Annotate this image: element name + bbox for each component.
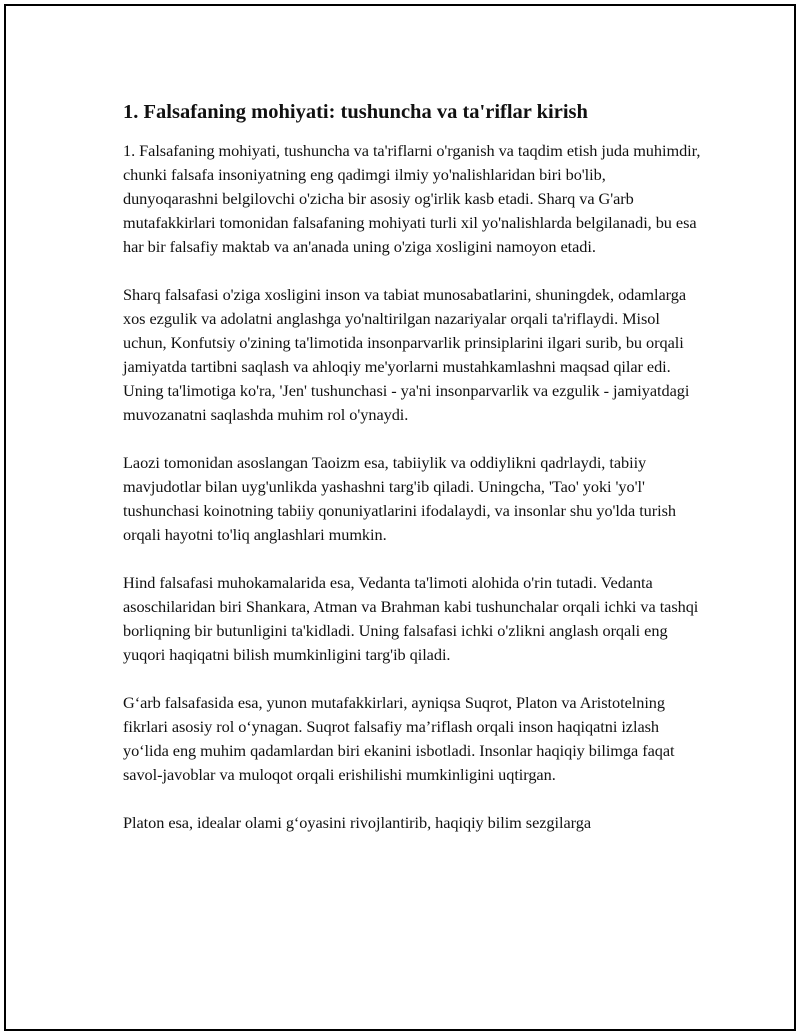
- paragraph-western-philosophy: G‘arb falsafasida esa, yunon mutafakkirlari, ayniqsa Suqrot, Platon va Aristotelning fikrlari asosiy rol o‘ynagan. Suqrot falsafiy ma’riflash orqali inson haqiqatni izlash yo‘lida eng muhim qadamlardan biri ekanini isbotladi. Insonlar haqiqiy bilimga faqat savol-javoblar va muloqot orqali erishilishi mumkinligini uqtirgan.: [123, 693, 675, 784]
- document-body: [123, 98, 703, 859]
- paragraph-eastern-philosophy: Sharq falsafasi o'ziga xosligini inson va tabiat munosabatlarini, shuningdek, odamlarga xos ezgulik va adolatni anglashga yo'naltirilgan nazariyalar orqali ta'riflaydi. Misol uchun, Konfutsiy o'zining ta'limotida insonparvarlik prinsiplarini ilgari surib, bu orqali jamiyatda tartibni saqlash va ahloqiy me'yorlarni mustahkamlashni maqsad qilar edi. Uning ta'limotiga ko'ra, 'Jen' tushunchasi - ya'ni insonparvarlik va ezgulik - jamiyatdagi muvozanatni saqlashda muhim rol o'ynaydi.: [123, 285, 690, 424]
- paragraph-taoism: Laozi tomonidan asoslangan Taoizm esa, tabiiylik va oddiylikni qadrlaydi, tabiiy mavjudotlar bilan uyg'unlikda yashashni targ'ib qiladi. Uningcha, 'Tao' yoki 'yo'l' tushunchasi koinotning tabiiy qonuniyatlarini ifodalaydi, va insonlar shu yo'lda turish orqali hayotni to'liq anglashlari mumkin.: [123, 453, 676, 544]
- paragraph-platon: Platon esa, idealar olami g‘oyasini rivojlantirib, haqiqiy bilim sezgilarga: [123, 813, 591, 832]
- paragraph-indian-philosophy: Hind falsafasi muhokamalarida esa, Vedanta ta'limoti alohida o'rin tutadi. Vedanta asoschilaridan biri Shankara, Atman va Brahman kabi tushunchalar orqali ichki va tashqi borliqning bir butunligini ta'kidladi. Uning falsafasi ichki o'zlikni anglash orqali eng yuqori haqiqatni bilish mumkinligini targ'ib qiladi.: [123, 573, 699, 664]
- document-title: 1. Falsafaning mohiyati: tushuncha va ta'riflar kirish: [123, 101, 588, 123]
- page-frame: [4, 4, 796, 1031]
- paragraph-intro: 1. Falsafaning mohiyati, tushuncha va ta'riflarni o'rganish va taqdim etish juda muhimdir, chunki falsafa insoniyatning eng qadimgi ilmiy yo'nalishlaridan biri bo'lib, dunyoqarashni belgilovchi o'zicha bir asosiy og'irlik kasb etadi. Sharq va G'arb mutafakkirlari tomonidan falsafaning mohiyati turli xil yo'nalishlarda belgilanadi, bu esa har bir falsafiy maktab va an'anada uning o'ziga xosligini namoyon etadi.: [123, 141, 701, 256]
